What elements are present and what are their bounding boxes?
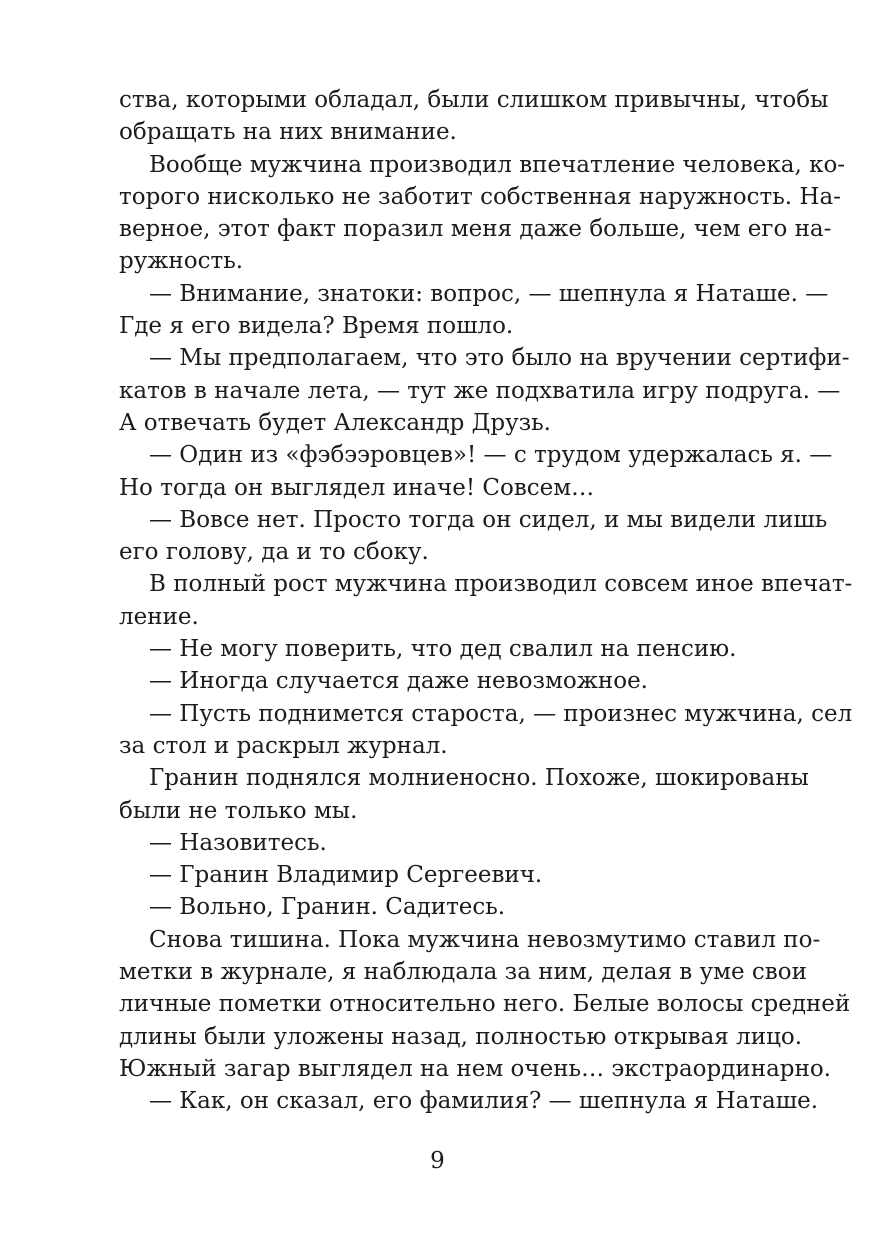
text-line: длины были уложены назад, полностью открывая лицо. [119,1023,803,1050]
text-line: Южный загар выглядел на нем очень… экстраординарно. [119,1055,831,1082]
text-line: Где я его видела? Время пошло. [119,313,514,340]
text-line: метки в журнале, я наблюдала за ним, делая в уме свои [119,959,807,986]
text-line: торого нисколько не заботит собственная наружность. На- [119,183,841,210]
text-line: — Вольно, Гранин. Садитесь. [149,894,506,921]
text-line: — Вовсе нет. Просто тогда он сидел, и мы видели лишь [149,506,828,533]
text-line: его голову, да и то сбоку. [119,539,429,566]
text-line: личные пометки относительно него. Белые волосы средней [119,991,851,1018]
text-line: Вообще мужчина производил впечатление человека, ко- [149,151,846,178]
text-line: — Гранин Владимир Сергеевич. [149,862,543,889]
text-line: ружность. [119,248,244,275]
text-line: А отвечать будет Александр Друзь. [119,409,551,436]
text-line: — Как, он сказал, его фамилия? — шепнула я Наташе. [149,1088,819,1115]
text-line: — Пусть поднимется староста, — произнес мужчина, сел [149,700,853,727]
text-line: Но тогда он выглядел иначе! Совсем… [119,474,595,501]
text-line: верное, этот факт поразил меня даже больше, чем его на- [119,216,832,243]
text-line: — Один из «фэбээровцев»! — с трудом удержалась я. — [149,442,833,469]
text-line: — Внимание, знатоки: вопрос, — шепнула я Наташе. — [149,280,829,307]
text-line: катов в начале лета, — тут же подхватила игру подруга. — [119,377,841,404]
text-line: — Не могу поверить, что дед свалил на пенсию. [149,636,737,663]
text-line: — Иногда случается даже невозможное. [149,668,648,695]
text-line: за стол и раскрыл журнал. [119,732,448,759]
text-line: — Назовитесь. [149,829,327,856]
text-line: Гранин поднялся молниеносно. Похоже, шокированы [149,765,809,792]
body-text [119,84,853,1118]
text-line: — Мы предполагаем, что это было на вручении сертифи- [149,345,850,372]
text-line: были не только мы. [119,797,358,824]
text-line: Снова тишина. Пока мужчина невозмутимо ставил по- [149,926,821,953]
text-line: ление. [119,603,199,630]
text-line: ства, которыми обладал, были слишком привычны, чтобы [119,87,829,113]
text-line: В полный рост мужчина производил совсем иное впечат- [149,571,853,598]
page-number: 9 [430,1148,445,1174]
text-line: обращать на них внимание. [119,119,457,146]
